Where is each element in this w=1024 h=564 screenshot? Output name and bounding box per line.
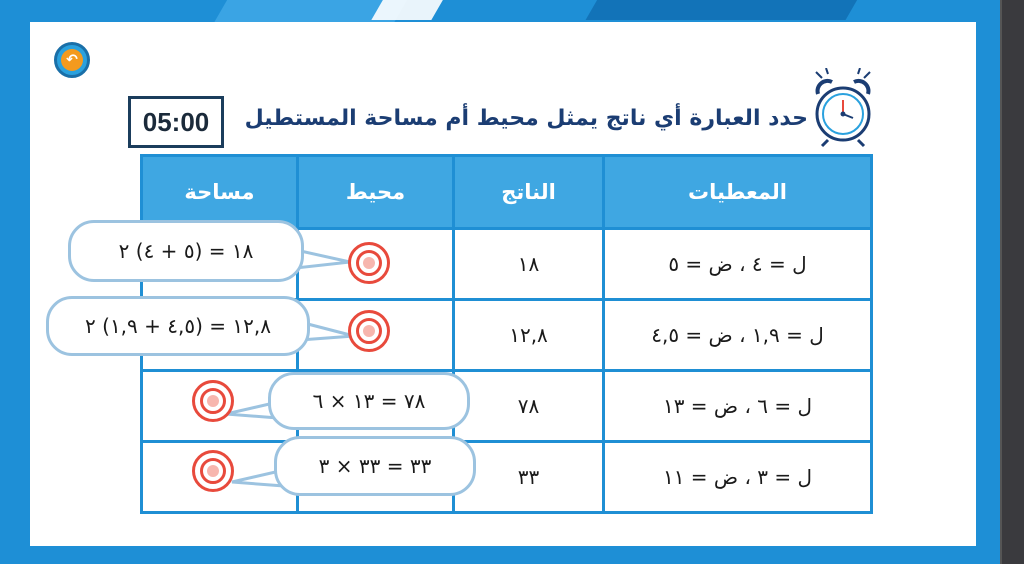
alarm-clock-icon [808, 68, 878, 148]
header-given: المعطيات [604, 156, 872, 229]
frame-decoration [371, 0, 448, 20]
result-cell: ٧٨ [454, 371, 604, 442]
header-area: مساحة [142, 156, 298, 229]
countdown-timer: 05:00 [128, 96, 224, 148]
table-row [142, 371, 872, 442]
area-choice-icon[interactable] [192, 380, 234, 422]
question-title: حدد العبارة أي ناتج يمثل محيط أم مساحة المستطيل [244, 106, 808, 131]
table-row [142, 442, 872, 513]
table-header-row [142, 156, 872, 229]
result-cell: ٣٣ [454, 442, 604, 513]
result-cell: ١٢,٨ [454, 300, 604, 371]
given-cell: ل = ٦ ، ض = ١٣ [604, 371, 872, 442]
formula-bubble: ٣٣ = ٣٣ × ٣ [274, 436, 476, 496]
header-result: الناتج [454, 156, 604, 229]
perimeter-choice-icon[interactable] [348, 242, 390, 284]
formula-bubble: ٧٨ = ١٣ × ٦ [268, 372, 470, 430]
perimeter-choice-icon[interactable] [348, 310, 390, 352]
area-choice-icon[interactable] [192, 450, 234, 492]
back-arrow-icon: ↶ [61, 49, 83, 71]
frame-decoration [586, 0, 875, 20]
given-cell: ل = ١,٩ ، ض = ٤,٥ [604, 300, 872, 371]
given-cell: ل = ٤ ، ض = ٥ [604, 229, 872, 300]
back-button[interactable] [54, 42, 90, 78]
result-cell: ١٨ [454, 229, 604, 300]
window-edge [1000, 0, 1024, 564]
header-perimeter: محيط [298, 156, 454, 229]
formula-bubble: ١٨ = (٥ + ٤) ٢ [68, 220, 304, 282]
given-cell: ل = ٣ ، ض = ١١ [604, 442, 872, 513]
formula-bubble: ١٢,٨ = (٤,٥ + ١,٩) ٢ [46, 296, 310, 356]
